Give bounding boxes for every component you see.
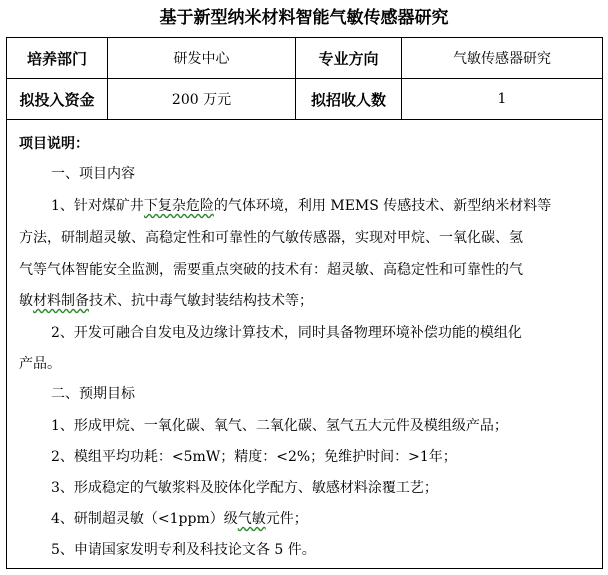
document-title: 基于新型纳米材料智能气敏传感器研究 <box>159 8 449 28</box>
text-span: 4、研制超灵敏（<1ppm）级 <box>51 511 238 527</box>
project-description <box>6 119 603 569</box>
text-span: 材料制备 <box>33 293 89 309</box>
description-heading: 项目说明： <box>19 136 89 152</box>
info-table <box>6 37 603 120</box>
section-content-heading: 一、项目内容 <box>51 166 135 182</box>
text-span: 元件； <box>265 511 308 527</box>
goal-3: 3、形成稳定的气敏浆料及胶体化学配方、敏感材料涂覆工艺； <box>51 480 438 496</box>
info-row <box>7 79 603 120</box>
content-item-1-line-3: 气等气体智能安全监测，需要重点突破的技术有：超灵敏、高稳定性和可靠性的气 <box>19 262 523 278</box>
major-value: 气敏传感器研究 <box>402 38 603 79</box>
recruit-label: 拟招收人数 <box>296 79 402 120</box>
fund-value: 200 万元 <box>108 79 296 120</box>
content-item-1-line-4 <box>19 291 313 311</box>
text-span: 1、针对煤矿井 <box>51 198 144 214</box>
content-item-1-line-1 <box>51 196 551 216</box>
content-item-2-line-2: 产品。 <box>19 356 61 372</box>
goal-4 <box>51 509 308 529</box>
text-span: 技术、抗中毒气敏封装结构技术等； <box>89 293 313 309</box>
major-label: 专业方向 <box>296 38 402 79</box>
section-goals-heading: 二、预期目标 <box>51 386 135 402</box>
text-span: 敏 <box>19 293 33 309</box>
recruit-value: 1 <box>402 79 603 120</box>
text-span: 气敏 <box>237 511 266 527</box>
goal-1: 1、形成甲烷、一氧化碳、氧气、二氧化碳、氢气五大元件及模组级产品； <box>51 418 508 434</box>
fund-label: 拟投入资金 <box>7 79 108 120</box>
content-item-2-line-1: 2、开发可融合自发电及边缘计算技术，同时具备物理环境补偿功能的模组化 <box>51 325 522 341</box>
goal-2: 2、模组平均功耗：<5mW；精度：<2%；免维护时间：>1年； <box>51 449 457 465</box>
info-row <box>7 38 603 79</box>
content-item-1-line-2: 方法，研制超灵敏、高稳定性和可靠性的气敏传感器，实现对甲烷、一氧化碳、氢 <box>19 230 523 246</box>
goal-5: 5、申请国家发明专利及科技论文各 5 件。 <box>51 542 316 558</box>
dept-label: 培养部门 <box>7 38 108 79</box>
text-span: 下复杂危险 <box>143 198 214 214</box>
text-span: 的气体环境，利用 MEMS 传感技术、新型纳米材料等 <box>213 198 552 214</box>
dept-value: 研发中心 <box>108 38 296 79</box>
